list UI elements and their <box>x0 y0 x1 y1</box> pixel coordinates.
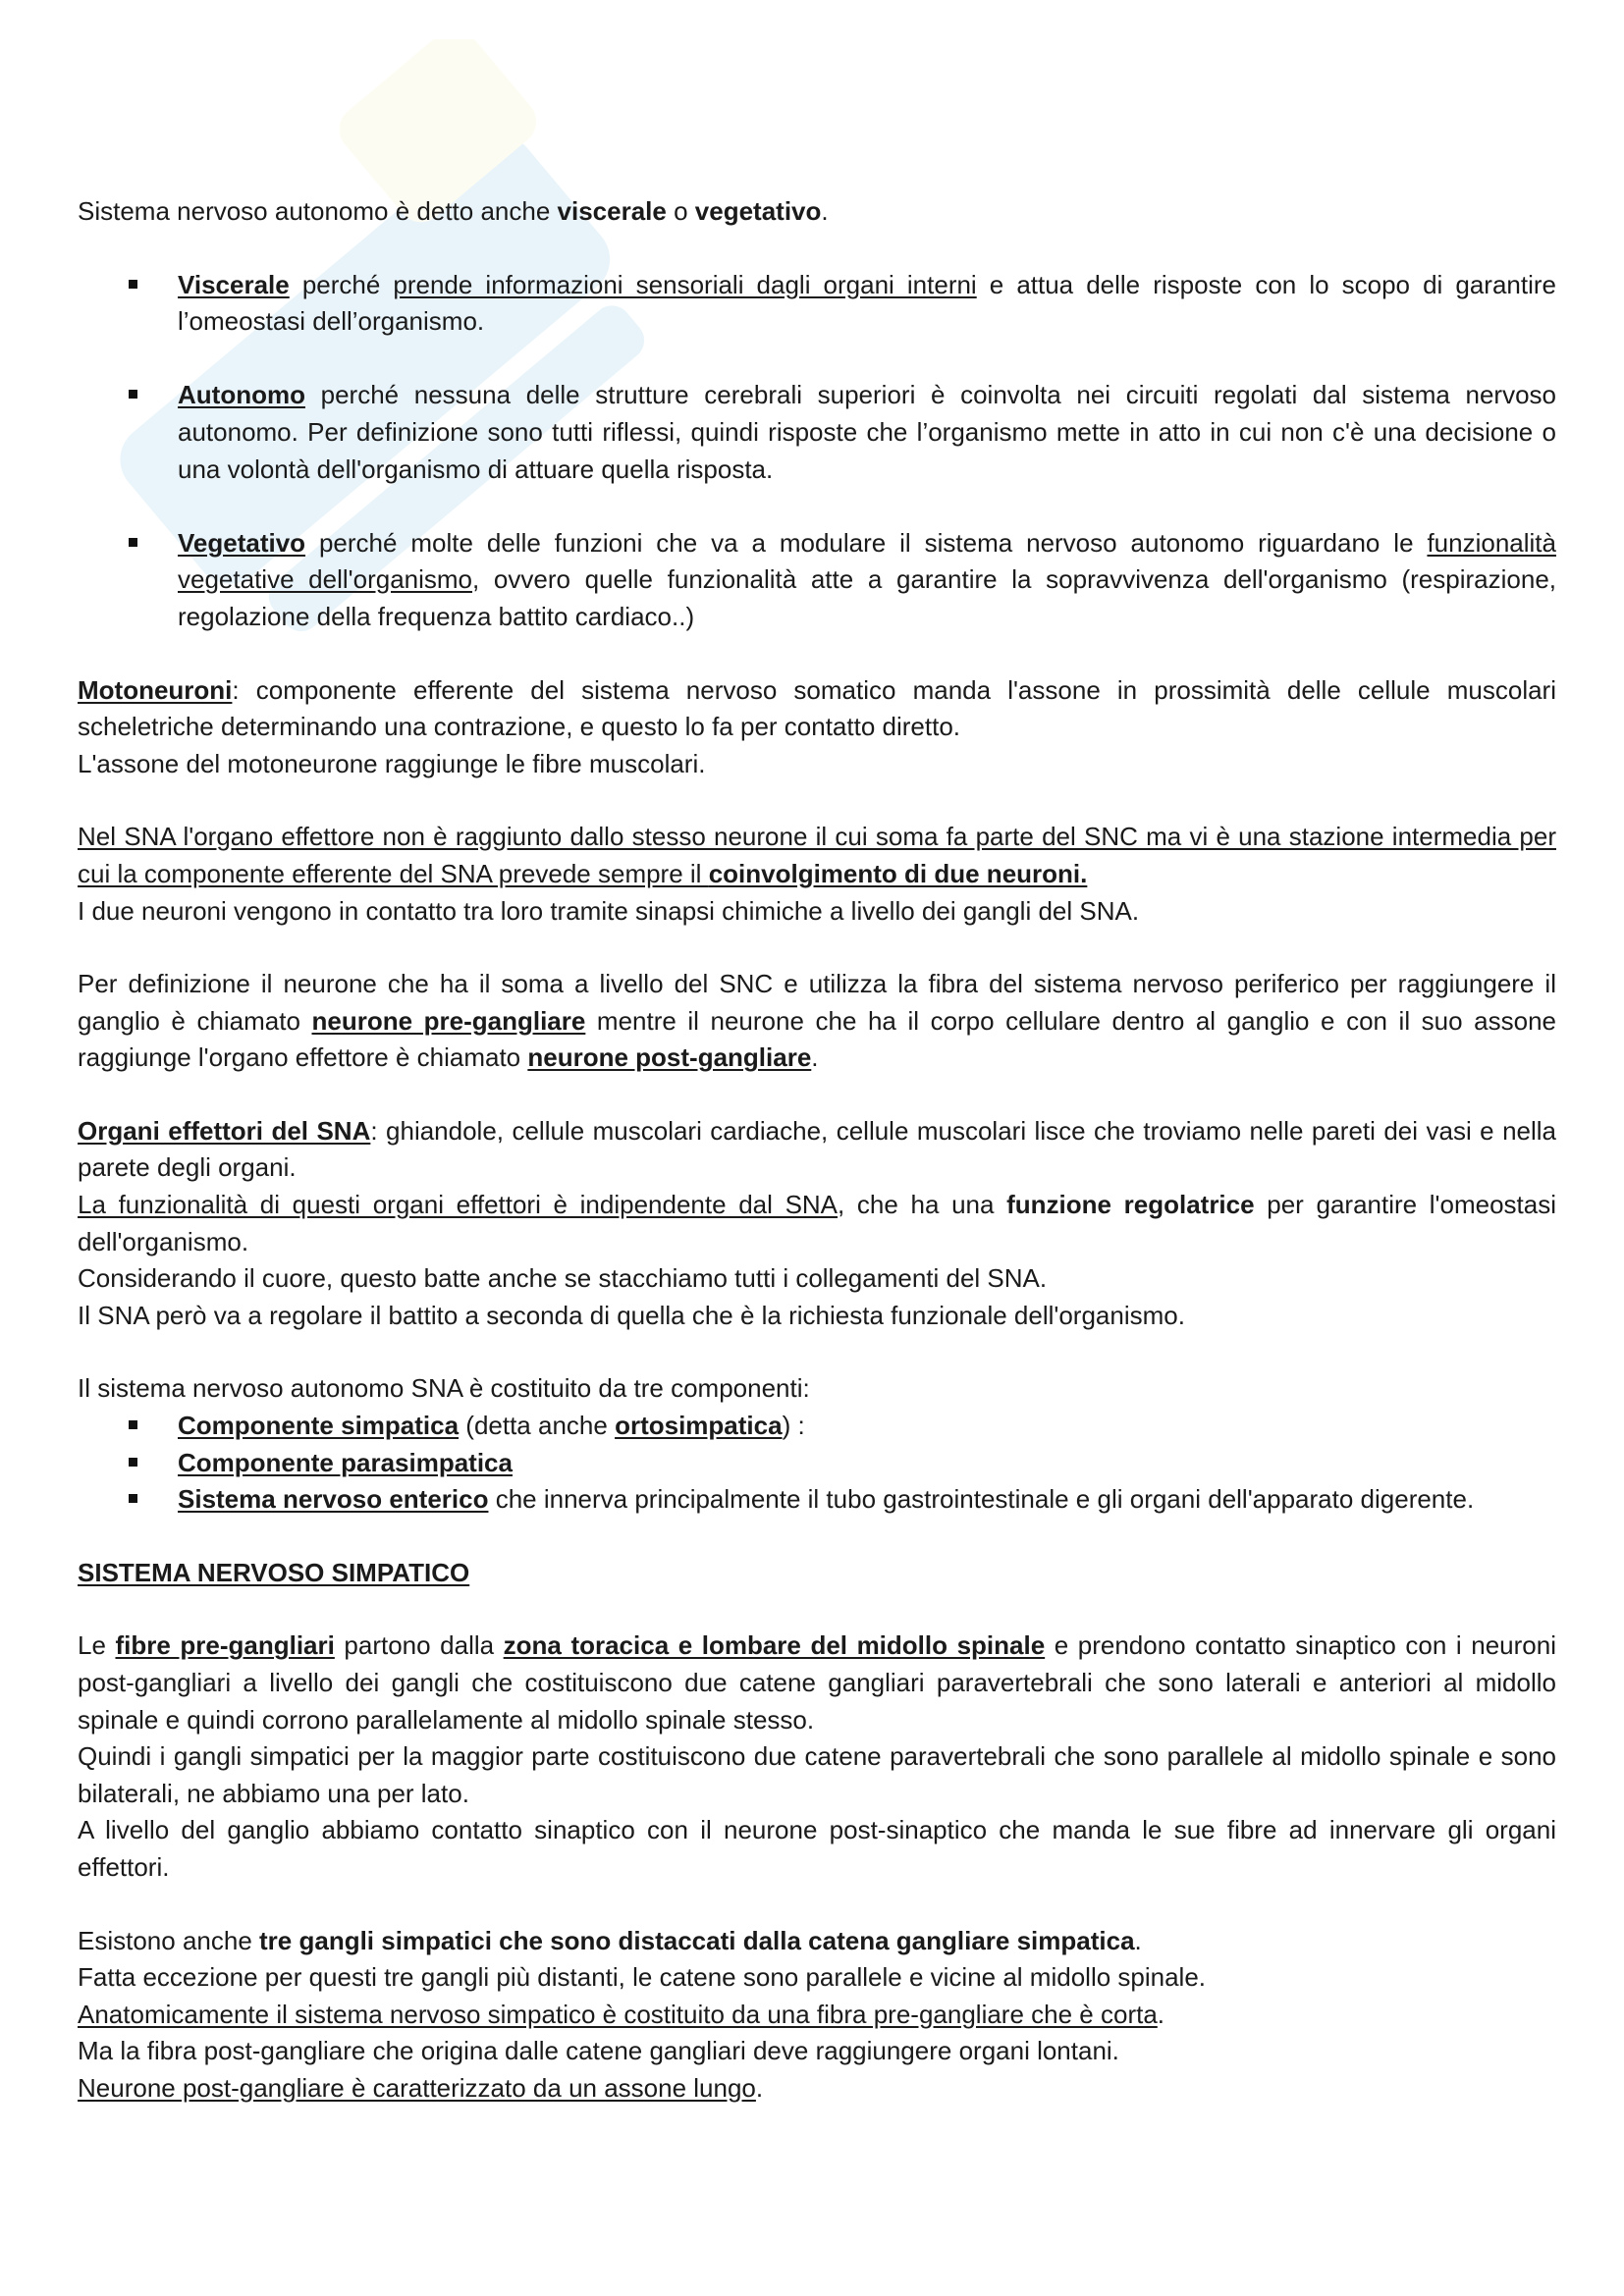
text: . <box>811 1042 819 1073</box>
organi-effettori-line: Il SNA però va a regolare il battito a seconda di quella che è la richiesta funzionale dell'organismo. <box>78 1300 1185 1330</box>
list-item-autonomo <box>78 377 1556 488</box>
term: Componente parasimpatica <box>178 1447 513 1477</box>
sna-stazione-line: I due neuroni vengono in contatto tra loro tramite sinapsi chimiche a livello dei gangli del SNA. <box>78 895 1140 926</box>
list-item-enterico <box>78 1481 1556 1519</box>
term-vegetativo: vegetativo <box>694 196 822 226</box>
text: . <box>755 2072 764 2103</box>
text: Le <box>78 1630 116 1661</box>
motoneuroni-paragraph <box>78 672 1556 746</box>
list-item-vegetativo <box>78 525 1556 636</box>
term: Sistema nervoso enterico <box>178 1484 489 1515</box>
text: perché <box>289 269 394 299</box>
term: funzione regolatrice <box>1006 1190 1255 1220</box>
text: ) : <box>782 1411 805 1441</box>
componenti-intro: Il sistema nervoso autonomo SNA è costituito da tre componenti: <box>78 1373 810 1404</box>
term: ortosimpatica <box>615 1411 783 1441</box>
term: neurone pre-gangliare <box>311 1005 586 1036</box>
term: fibre pre-gangliari <box>115 1630 335 1661</box>
text: Per definizione il neurone che ha il soma a livello del SNC e utilizza la fibra del sistema nervoso periferico per raggiungere il ganglio è chiamato <box>78 969 1556 1036</box>
text: per garantire l'omeostasi dell'organismo. <box>78 1190 1556 1256</box>
list-item-simpatica <box>78 1408 1556 1445</box>
underlined-text: La funzionalità di questi organi effettori è indipendente dal SNA <box>78 1190 839 1220</box>
text: . <box>821 196 829 226</box>
text: perché nessuna delle strutture cerebrali superiori è coinvolta nei circuiti regolati dal sistema nervoso autonomo. Per definizione sono tutti riflessi, quindi risposte che l’organismo mette in atto in cui non c'è una decisione o una volontà dell'organismo di attuare quella risposta. <box>178 380 1556 484</box>
underlined-text: Nel SNA l'organo effettore non è raggiunto dallo stesso neurone il cui soma fa parte del SNC ma vi è una stazione intermedia per cui la componente efferente del SNA prevede sempre il <box>78 822 1556 888</box>
text: partono dalla <box>334 1630 504 1661</box>
simpatico-p8 <box>78 2070 1556 2108</box>
simpatico-p6 <box>78 1997 1556 2034</box>
text: , ovvero quelle funzionalità atte a garantire la sopravvivenza dell'organismo (respirazione, regolazione della frequenza battito cardiaco..) <box>178 564 1557 631</box>
term: Organi effettori del SNA <box>78 1115 371 1146</box>
intro-paragraph <box>78 193 1556 231</box>
text: perché molte delle funzioni che va a modulare il sistema nervoso autonomo riguardano le <box>305 527 1428 558</box>
simpatico-p1 <box>78 1628 1556 1738</box>
text: e attua delle risposte con lo scopo di garantire l’omeostasi dell’organismo. <box>178 269 1556 337</box>
simpatico-p2: Quindi i gangli simpatici per la maggior parte costituiscono due catene paravertebrali che sono parallele al midollo spinale e sono bilaterali, ne abbiamo una per lato. <box>78 1741 1556 1808</box>
text: : componente efferente del sistema nervoso somatico manda l'assone in prossimità delle cellule muscolari scheletriche determinando una contrazione, e questo lo fa per contatto diretto. <box>78 674 1556 742</box>
underlined-text: prende informazioni sensoriali dagli organi interni <box>393 269 977 299</box>
componenti-list <box>78 1408 1556 1519</box>
organi-effettori-line: Considerando il cuore, questo batte anche se stacchiamo tutti i collegamenti del SNA. <box>78 1263 1048 1294</box>
text: che innerva principalmente il tubo gastrointestinale e gli organi dell'apparato digerente. <box>488 1484 1475 1515</box>
list-item-parasimpatica <box>78 1445 1556 1482</box>
term-viscerale: viscerale <box>557 196 667 226</box>
text: . <box>1134 1925 1142 1955</box>
underlined-text: Anatomicamente il sistema nervoso simpatico è costituito da una fibra pre-gangliare che è corta <box>78 1999 1158 2029</box>
organi-effettori-funzionalita <box>78 1187 1556 1260</box>
list-item-viscerale <box>78 267 1556 341</box>
term: Vegetativo <box>178 527 306 558</box>
text: (detta anche <box>459 1411 616 1441</box>
text: o <box>666 196 695 226</box>
term: tre gangli simpatici che sono distaccati dalla catena gangliare simpatica <box>259 1925 1135 1955</box>
definizione-neuroni-paragraph <box>78 966 1556 1077</box>
text: e prendono contatto sinaptico con i neuroni post-gangliari a livello dei gangli che costituiscono due catene gangliari paravertebrali che sono laterali e anteriori al midollo spinale e quindi corrono parallelamente al midollo spinale stesso. <box>78 1630 1556 1735</box>
simpatico-p3: A livello del ganglio abbiamo contatto sinaptico con il neurone post-sinaptico che manda le sue fibre ad innervare gli organi effettori. <box>78 1815 1556 1882</box>
sna-stazione-paragraph <box>78 819 1556 892</box>
organi-effettori-paragraph <box>78 1113 1556 1187</box>
text: , che ha una <box>838 1190 1007 1220</box>
term: coinvolgimento di due neuroni. <box>708 858 1088 888</box>
document-page <box>78 193 1556 2108</box>
text: . <box>1157 1999 1165 2029</box>
text: : ghiandole, cellule muscolari cardiache, cellule muscolari lisce che troviamo nelle pareti dei vasi e nella parete degli organi. <box>78 1115 1557 1183</box>
underlined-text: Neurone post-gangliare è caratterizzato da un assone lungo <box>78 2072 756 2103</box>
term: Componente simpatica <box>178 1411 460 1441</box>
term: Motoneuroni <box>78 674 233 705</box>
term: Viscerale <box>178 269 290 299</box>
text: mentre il neurone che ha il corpo cellulare dentro al ganglio e con il suo assone raggiunge l'organo effettore è chiamato <box>78 1005 1556 1073</box>
term: zona toracica e lombare del midollo spinale <box>503 1630 1046 1661</box>
motoneuroni-line: L'assone del motoneurone raggiunge le fibre muscolari. <box>78 748 706 778</box>
section-heading: SISTEMA NERVOSO SIMPATICO <box>78 1557 470 1587</box>
simpatico-p4 <box>78 1923 1556 1960</box>
underlined-text: funzionalità vegetative dell'organismo <box>178 527 1556 595</box>
text: Sistema nervoso autonomo è detto anche <box>78 196 558 226</box>
term: neurone post-gangliare <box>527 1042 812 1073</box>
simpatico-p7: Ma la fibra post-gangliare che origina dalle catene gangliari deve raggiungere organi lontani. <box>78 2036 1119 2066</box>
term: Autonomo <box>178 380 305 410</box>
simpatico-p5: Fatta eccezione per questi tre gangli più distanti, le catene sono parallele e vicine al midollo spinale. <box>78 1962 1207 1993</box>
text: Esistono anche <box>78 1925 260 1955</box>
definitions-list <box>78 267 1556 636</box>
